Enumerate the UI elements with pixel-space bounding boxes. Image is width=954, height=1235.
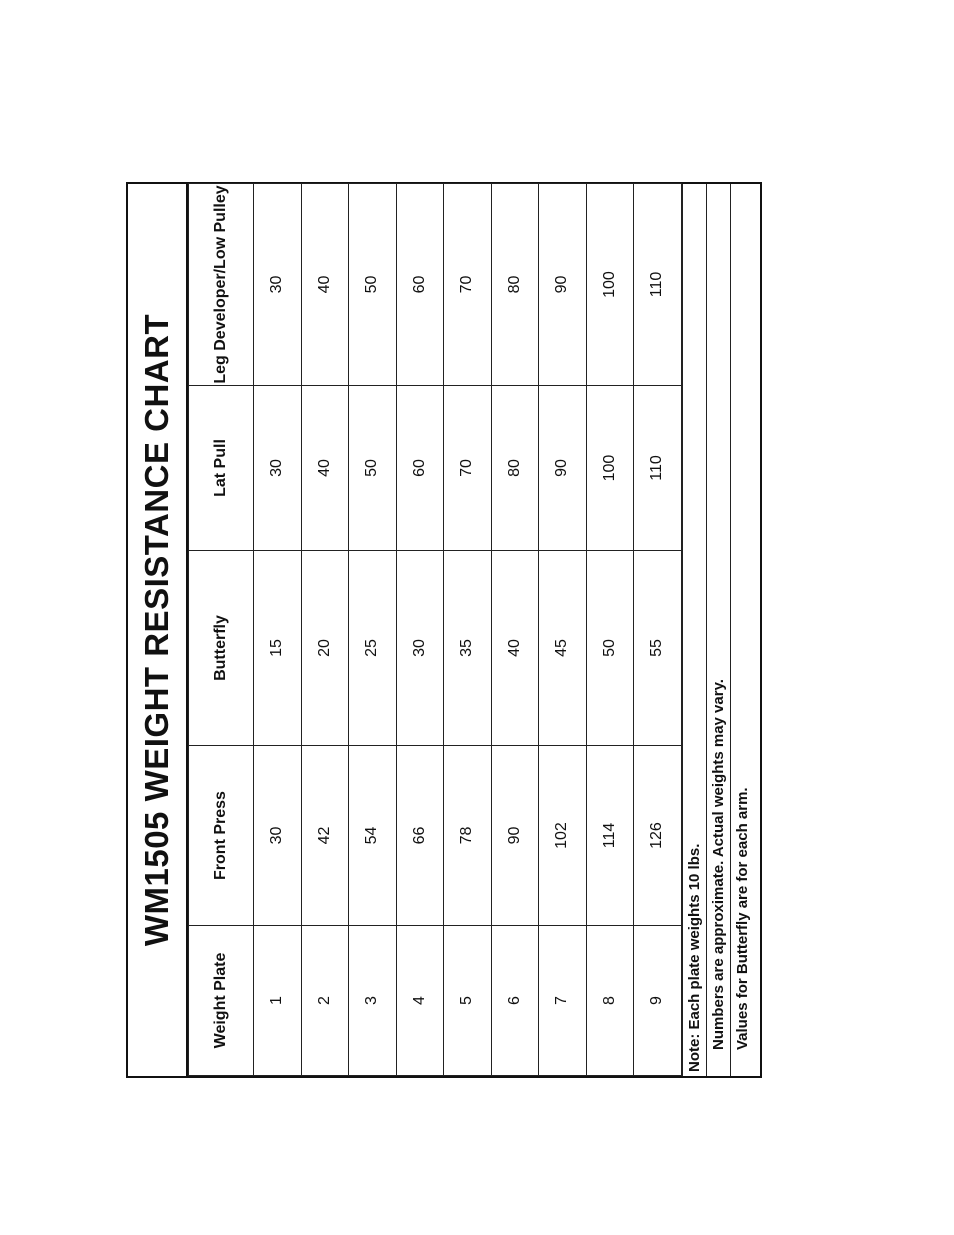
note-approximate: Numbers are approximate. Actual weights may vary. <box>706 184 730 1076</box>
table-cell: 50 <box>349 184 397 386</box>
table-cell: 7 <box>539 926 587 1076</box>
table-row <box>444 184 492 1076</box>
table-cell: 70 <box>444 184 492 386</box>
table-cell: 60 <box>396 386 444 551</box>
header-row <box>189 184 254 1076</box>
column-header-leg-developer: Leg Developer/Low Pulley <box>189 184 254 386</box>
table-cell: 54 <box>349 746 397 926</box>
table-cell: 90 <box>539 184 587 386</box>
table-cell: 66 <box>396 746 444 926</box>
table-cell: 100 <box>586 386 634 551</box>
table-cell: 110 <box>634 184 682 386</box>
table-cell: 90 <box>491 746 539 926</box>
resistance-chart <box>126 182 762 1078</box>
table-cell: 3 <box>349 926 397 1076</box>
table-cell: 6 <box>491 926 539 1076</box>
table-cell: 1 <box>254 926 302 1076</box>
notes-section <box>682 184 754 1076</box>
table-cell: 50 <box>349 386 397 551</box>
table-row <box>539 184 587 1076</box>
table-cell: 40 <box>301 386 349 551</box>
table-row <box>349 184 397 1076</box>
table-row <box>396 184 444 1076</box>
table-cell: 42 <box>301 746 349 926</box>
resistance-table <box>188 183 682 1076</box>
table-cell: 100 <box>586 184 634 386</box>
table-row <box>586 184 634 1076</box>
note-plate-weight: Note: Each plate weights 10 lbs. <box>682 184 706 1076</box>
column-header-weight-plate: Weight Plate <box>189 926 254 1076</box>
table-cell: 8 <box>586 926 634 1076</box>
table-cell: 4 <box>396 926 444 1076</box>
table-cell: 25 <box>349 551 397 746</box>
column-header-front-press: Front Press <box>189 746 254 926</box>
table-cell: 15 <box>254 551 302 746</box>
table-cell: 9 <box>634 926 682 1076</box>
document-page <box>126 182 762 1078</box>
table-cell: 90 <box>539 386 587 551</box>
table-cell: 35 <box>444 551 492 746</box>
table-cell: 80 <box>491 386 539 551</box>
table-cell: 50 <box>586 551 634 746</box>
table-cell: 30 <box>396 551 444 746</box>
table-cell: 78 <box>444 746 492 926</box>
table-cell: 114 <box>586 746 634 926</box>
table-cell: 60 <box>396 184 444 386</box>
table-cell: 40 <box>491 551 539 746</box>
table-cell: 5 <box>444 926 492 1076</box>
table-row <box>491 184 539 1076</box>
column-header-lat-pull: Lat Pull <box>189 386 254 551</box>
table-row <box>301 184 349 1076</box>
table-cell: 2 <box>301 926 349 1076</box>
table-row <box>254 184 302 1076</box>
table-cell: 30 <box>254 184 302 386</box>
note-butterfly: Values for Butterfly are for each arm. <box>730 184 754 1076</box>
chart-title: WM1505 WEIGHT RESISTANCE CHART <box>138 313 175 947</box>
column-header-butterfly: Butterfly <box>189 551 254 746</box>
table-cell: 102 <box>539 746 587 926</box>
table-cell: 40 <box>301 184 349 386</box>
table-cell: 30 <box>254 746 302 926</box>
table-row <box>634 184 682 1076</box>
table-cell: 55 <box>634 551 682 746</box>
table-cell: 80 <box>491 184 539 386</box>
title-bar <box>128 184 188 1076</box>
table-cell: 20 <box>301 551 349 746</box>
table-cell: 126 <box>634 746 682 926</box>
table-cell: 30 <box>254 386 302 551</box>
table-cell: 45 <box>539 551 587 746</box>
table-cell: 110 <box>634 386 682 551</box>
table-cell: 70 <box>444 386 492 551</box>
